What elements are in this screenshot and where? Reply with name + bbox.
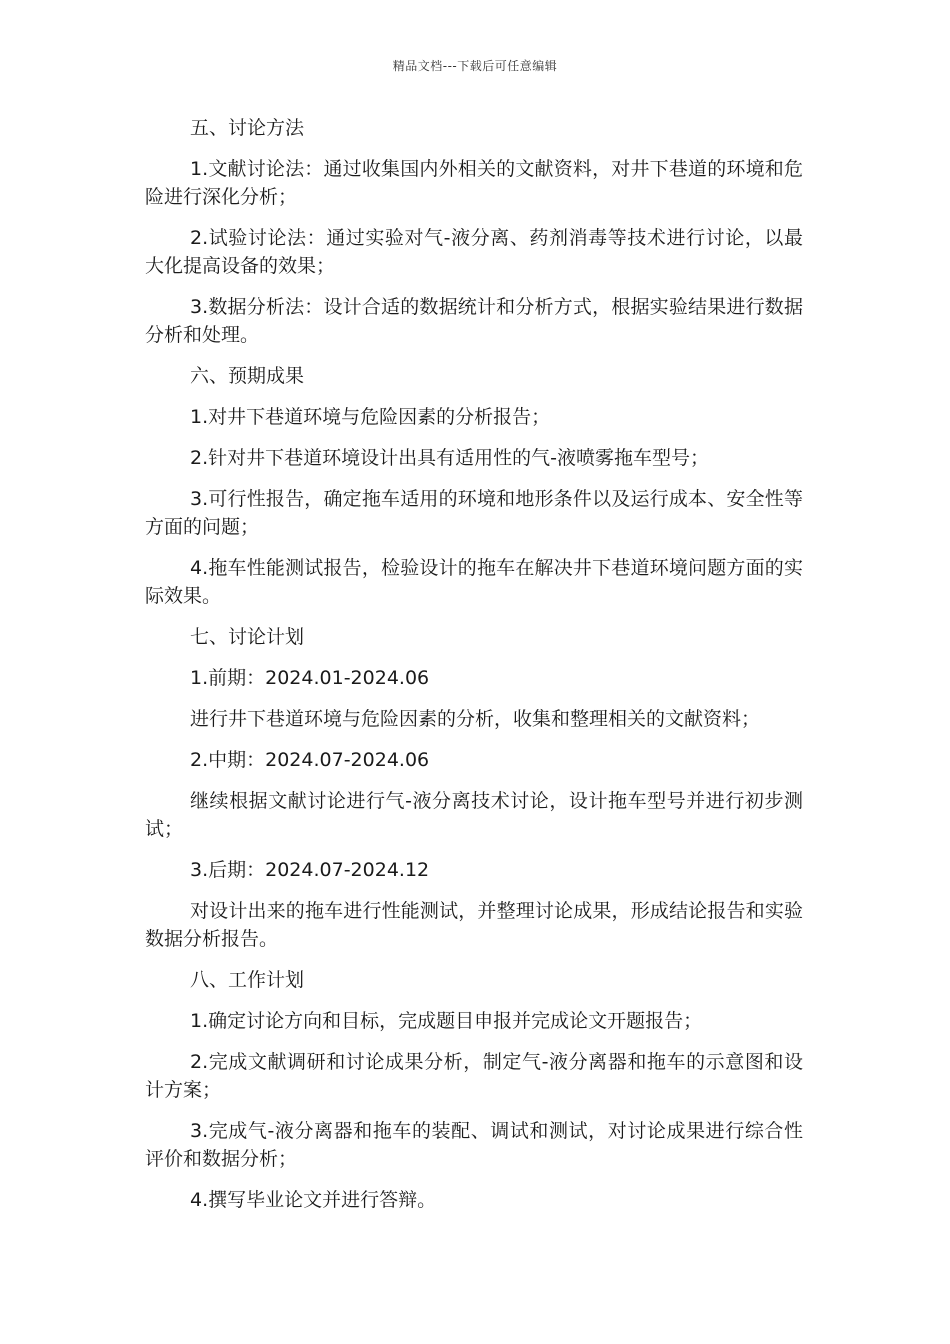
paragraph: 1.确定讨论方向和目标，完成题目申报并完成论文开题报告；: [190, 1010, 703, 1032]
paragraph: 1.前期：2024.01-2024.06: [190, 667, 430, 689]
paragraph: 4.撰写毕业论文并进行答辩。: [190, 1189, 437, 1211]
paragraph: 2.完成文献调研和讨论成果分析，制定气-液分离器和拖车的示意图和设计方案；: [145, 1051, 803, 1101]
section-heading-work-plan: 八、工作计划: [190, 969, 305, 991]
section-heading-expected-results: 六、预期成果: [190, 365, 305, 387]
paragraph: 3.完成气-液分离器和拖车的装配、调试和测试，对讨论成果进行综合性评价和数据分析；: [145, 1120, 803, 1170]
paragraph: 1.对井下巷道环境与危险因素的分析报告；: [190, 406, 551, 428]
paragraph: 2.中期：2024.07-2024.06: [190, 749, 430, 771]
paragraph: 进行井下巷道环境与危险因素的分析，收集和整理相关的文献资料；: [190, 708, 761, 730]
paragraph: 3.数据分析法：设计合适的数据统计和分析方式，根据实验结果进行数据分析和处理。: [145, 296, 803, 346]
paragraph: 2.试验讨论法：通过实验对气-液分离、药剂消毒等技术进行讨论，以最大化提高设备的效果；: [145, 227, 803, 277]
document-body: [145, 114, 803, 1227]
paragraph: 2.针对井下巷道环境设计出具有适用性的气-液喷雾拖车型号；: [190, 447, 709, 469]
paragraph: 4.拖车性能测试报告，检验设计的拖车在解决井下巷道环境问题方面的实际效果。: [145, 557, 803, 607]
paragraph: 3.后期：2024.07-2024.12: [190, 859, 430, 881]
paragraph: 对设计出来的拖车进行性能测试，并整理讨论成果，形成结论报告和实验数据分析报告。: [145, 900, 803, 950]
paragraph: 继续根据文献讨论进行气-液分离技术讨论，设计拖车型号并进行初步测试；: [145, 790, 803, 840]
section-heading-research-plan: 七、讨论计划: [190, 626, 305, 648]
paragraph: 1.文献讨论法：通过收集国内外相关的文献资料，对井下巷道的环境和危险进行深化分析；: [145, 158, 803, 208]
section-heading-methods: 五、讨论方法: [190, 117, 305, 139]
page-header: 精品文档---下载后可任意编辑: [392, 59, 558, 73]
paragraph: 3.可行性报告，确定拖车适用的环境和地形条件以及运行成本、安全性等方面的问题；: [145, 488, 803, 538]
